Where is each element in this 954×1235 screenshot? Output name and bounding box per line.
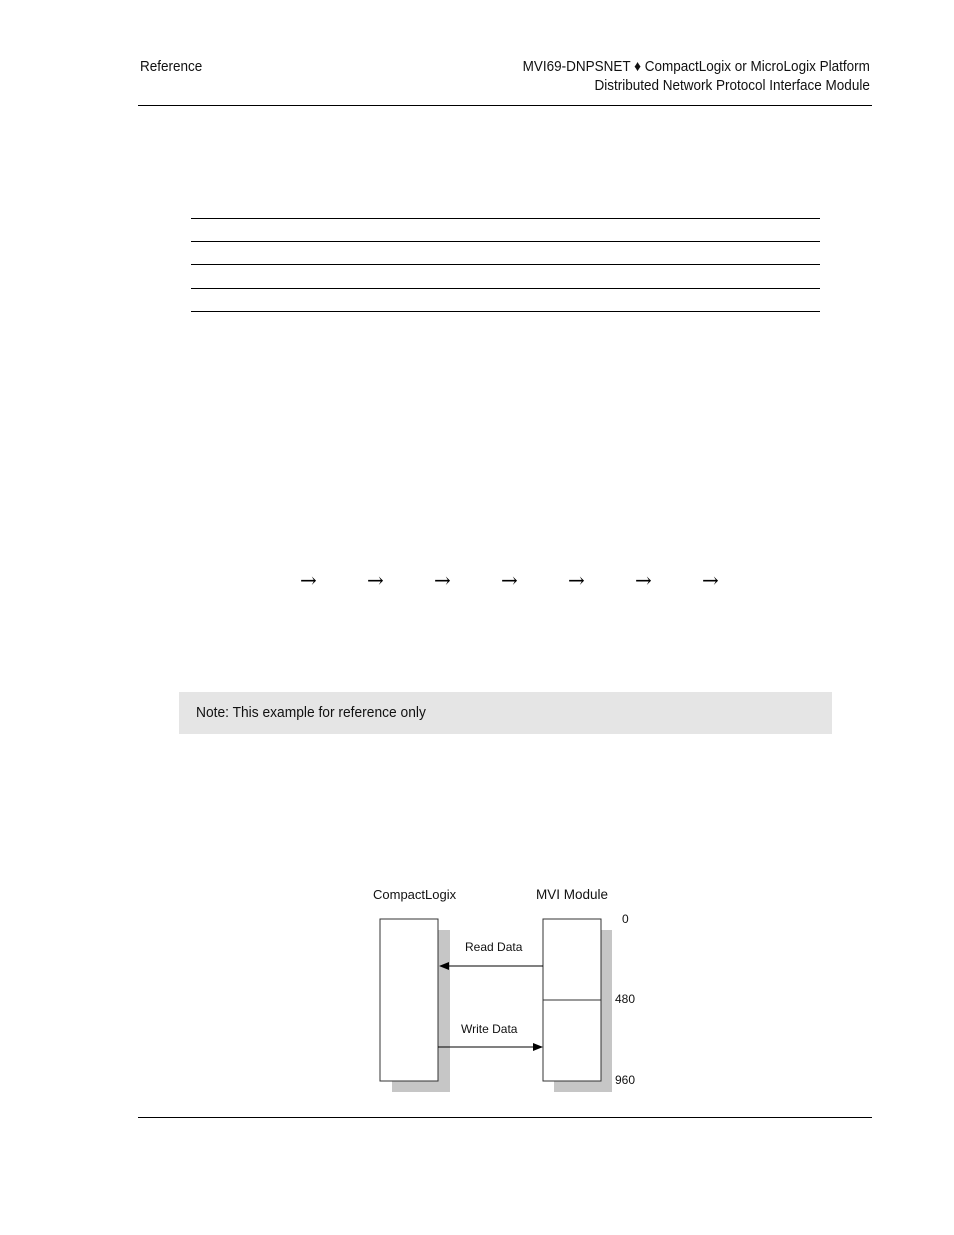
header-doc-title-line1: MVI69-DNPSNET ♦ CompactLogix or MicroLogix Platform — [522, 58, 870, 75]
right-arrow-icon: → — [702, 568, 719, 592]
table-rule — [191, 241, 820, 242]
table-rule — [191, 218, 820, 219]
compactlogix-label: CompactLogix — [373, 887, 457, 902]
data-transfer-diagram — [360, 880, 650, 1100]
read-data-label: Read Data — [465, 940, 523, 954]
table-rule — [191, 288, 820, 289]
header-doc-title-line2: Distributed Network Protocol Interface Module — [594, 77, 870, 94]
header-rule — [138, 105, 872, 106]
compactlogix-block — [380, 919, 438, 1081]
address-960-label: 960 — [615, 1073, 636, 1087]
table-rule — [191, 311, 820, 312]
right-arrow-icon: → — [635, 568, 652, 592]
right-arrow-icon: → — [434, 568, 451, 592]
header-section-title: Reference — [140, 58, 203, 75]
table-rule — [191, 264, 820, 265]
address-0-label: 0 — [622, 912, 629, 926]
note-text: Note: This example for reference only — [196, 704, 426, 721]
right-arrow-icon: → — [501, 568, 518, 592]
footer-rule — [138, 1117, 872, 1118]
right-arrow-icon: → — [367, 568, 384, 592]
right-arrow-icon: → — [568, 568, 585, 592]
right-arrow-icon: → — [300, 568, 317, 592]
address-480-label: 480 — [615, 992, 636, 1006]
mvi-module-label: MVI Module — [536, 887, 609, 902]
header-doc-title — [523, 57, 870, 95]
write-data-label: Write Data — [461, 1022, 518, 1036]
